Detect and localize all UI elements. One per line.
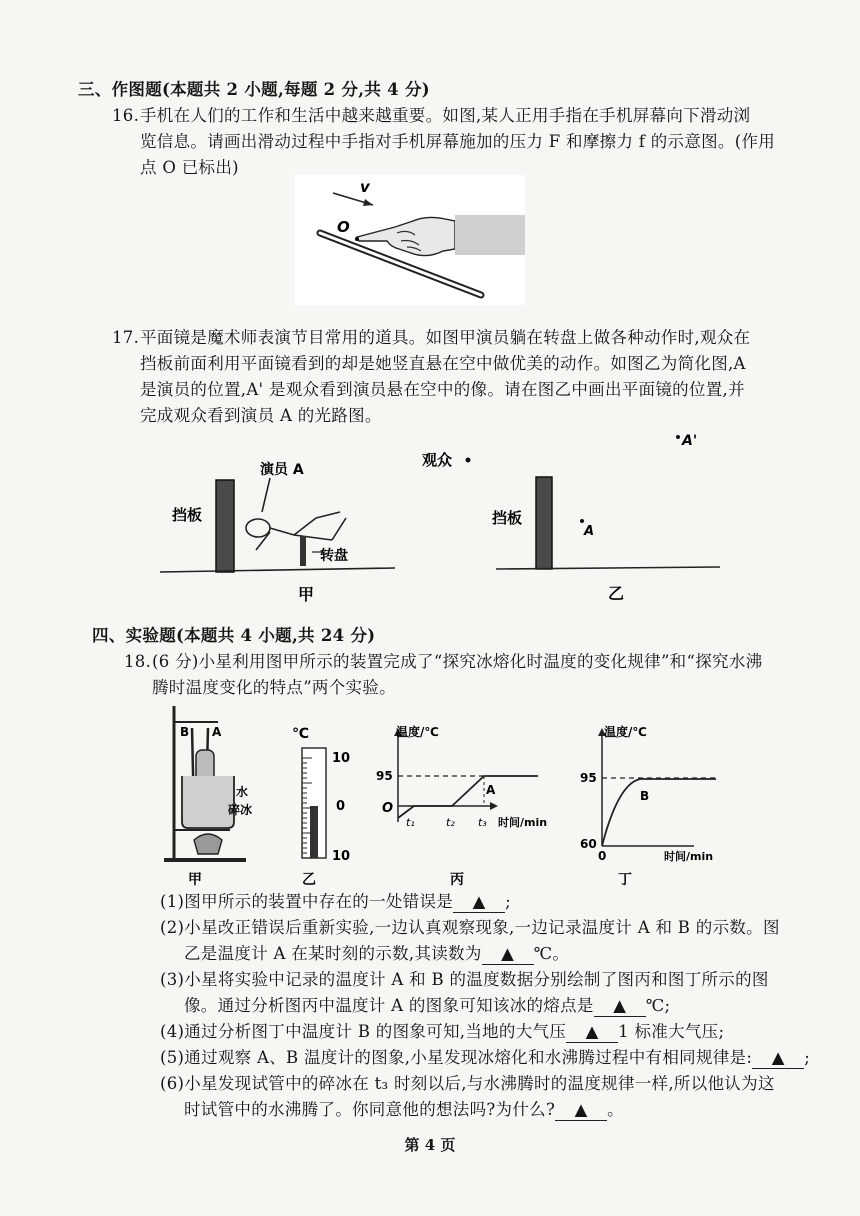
q16-text1: 手机在人们的工作和生活中越来越重要。如图,某人正用手指在手机屏幕向下滑动浏 — [140, 106, 751, 125]
q16-line3: 点 O 已标出) — [140, 158, 239, 177]
t3-label: t₃ — [478, 816, 487, 829]
series-b-label: B — [640, 789, 650, 803]
tick-bottom: 10 — [332, 849, 351, 864]
q18-figure-bing — [376, 722, 556, 890]
t1-label: t₁ — [406, 816, 415, 829]
q17-number: 17. — [112, 328, 140, 347]
q17-line1 — [112, 326, 750, 350]
velocity-label: v — [360, 178, 370, 196]
q17-line2: 挡板前面利用平面镜看到的却是她竖直悬在空中做优美的动作。如图乙为简化图,A — [140, 354, 746, 373]
caption-yi-18: 乙 — [302, 872, 316, 888]
point-a-prime — [676, 435, 680, 439]
caption-ding: 丁 — [618, 872, 632, 888]
origin-bing: O — [382, 801, 394, 816]
xlabel-bing: 时间/min — [498, 816, 548, 829]
board-shape-yi — [536, 477, 552, 569]
y60-ding: 60 — [580, 837, 597, 851]
answer-blank-2[interactable]: ▲ — [482, 944, 534, 965]
thermo-b-label: B — [180, 725, 190, 739]
series-b-line — [602, 779, 716, 846]
sub4-text: (4)通过分析图丁中温度计 B 的图象可知,当地的大气压 — [160, 1022, 567, 1041]
tick-mid: 0 — [336, 799, 346, 814]
audience-label: 观众 — [422, 451, 453, 469]
sub2-line2 — [184, 942, 569, 966]
q17-line3: 是演员的位置,A' 是观众看到演员悬在空中的像。请在图乙中画出平面镜的位置,并 — [140, 380, 745, 399]
celsius-unit: ℃ — [292, 726, 309, 742]
sub5-end: ; — [804, 1048, 811, 1067]
caption-jia: 甲 — [298, 585, 315, 604]
sub6-line2 — [184, 1098, 624, 1122]
answer-blank-5[interactable]: ▲ — [752, 1048, 804, 1069]
thermo-a-label: A — [212, 725, 222, 739]
sub5 — [160, 1046, 810, 1070]
q17-figure-yi — [420, 425, 720, 610]
actor-figure — [246, 478, 346, 550]
y95-bing: 95 — [376, 769, 393, 783]
q16-line2: 览信息。请画出滑动过程中手指对手机屏幕施加的压力 F 和摩擦力 f 的示意图。(作用 — [140, 132, 776, 151]
q16-figure — [295, 175, 525, 305]
actor-label: 演员 A — [260, 462, 304, 478]
mercury-column — [310, 806, 318, 858]
board-label: 挡板 — [172, 506, 203, 524]
turntable-label: 转盘 — [320, 548, 348, 564]
q17-line4: 完成观众看到演员 A 的光路图。 — [140, 406, 382, 425]
caption-yi: 乙 — [608, 584, 625, 603]
beaker-icon — [182, 776, 234, 828]
q17-figure-jia — [160, 440, 400, 610]
sub6-text: 时试管中的水沸腾了。你同意他的想法吗?为什么? — [184, 1100, 556, 1119]
ylabel-ding: 温度/℃ — [604, 725, 647, 739]
sub6-line1: (6)小星发现试管中的碎冰在 t₃ 时刻以后,与水沸腾时的温度规律一样,所以他认为这 — [160, 1074, 775, 1093]
ground-line — [160, 568, 395, 572]
section4-title: 四、实验题(本题共 4 小题,共 24 分) — [92, 626, 376, 645]
ice-label: 碎冰 — [228, 803, 253, 817]
point-o — [355, 237, 359, 241]
sub2-line1: (2)小星改正错误后重新实验,一边认真观察现象,一边记录温度计 A 和 B 的示数。图 — [160, 918, 780, 937]
board-label-yi: 挡板 — [492, 509, 523, 527]
t2-label: t₂ — [446, 816, 455, 829]
answer-blank-3[interactable]: ▲ — [594, 996, 646, 1017]
series-a-label: A — [486, 783, 496, 797]
q18-number: 18. — [124, 652, 152, 671]
section3-title: 三、作图题(本题共 2 小题,每题 2 分,共 4 分) — [78, 80, 430, 99]
sub3-end: ℃; — [645, 996, 671, 1015]
sub6-end: 。 — [607, 1100, 624, 1119]
page-footer: 第 4 页 — [404, 1136, 456, 1154]
sub5-text: (5)通过观察 A、B 温度计的图象,小星发现冰熔化和水沸腾过程中有相同规律是: — [160, 1048, 753, 1067]
origin-ding: 0 — [598, 849, 607, 863]
sub2-end: ℃。 — [533, 944, 570, 963]
answer-blank-6[interactable]: ▲ — [555, 1100, 607, 1121]
answer-blank-4[interactable]: ▲ — [566, 1022, 618, 1043]
sub1-end: ; — [505, 892, 511, 911]
sub4-end: 1 标准大气压; — [618, 1022, 725, 1041]
sub3-line1: (3)小星将实验中记录的温度计 A 和 B 的温度数据分别绘制了图丙和图丁所示的图 — [160, 970, 769, 989]
answer-blank-1[interactable]: ▲ — [453, 892, 505, 913]
tick-top: 10 — [332, 751, 351, 766]
q17-text1: 平面镜是魔术师表演节目常用的道具。如图甲演员躺在转盘上做各种动作时,观众在 — [140, 328, 751, 347]
q18-figure-yi — [290, 722, 360, 890]
q18-figure-jia — [158, 700, 258, 890]
xlabel-ding: 时间/min — [664, 850, 714, 863]
sub1-text: (1)图甲所示的装置中存在的一处错误是 — [160, 892, 454, 911]
q16-number: 16. — [112, 106, 140, 125]
q18-figure-ding — [578, 722, 758, 890]
sub4 — [160, 1020, 724, 1044]
q18-line2: 腾时温度变化的特点”两个实验。 — [152, 678, 396, 697]
ground-line-yi — [496, 567, 720, 569]
water-label: 水 — [236, 785, 249, 799]
sub1 — [160, 890, 511, 914]
point-o-label: O — [337, 218, 350, 236]
caption-bing: 丙 — [450, 872, 464, 888]
sub2-text: 乙是温度计 A 在某时刻的示数,其读数为 — [184, 944, 482, 963]
audience-point — [466, 458, 471, 463]
caption-jia-18: 甲 — [188, 872, 202, 888]
burner-icon — [194, 834, 222, 854]
q16-line1 — [112, 104, 750, 128]
ylabel-bing: 温度/℃ — [396, 725, 439, 739]
board-shape — [216, 480, 234, 572]
point-a-prime-label: A' — [682, 433, 698, 449]
sub3-line2 — [184, 994, 670, 1018]
y95-ding: 95 — [580, 771, 597, 785]
q18-line1 — [124, 650, 762, 674]
point-a — [580, 519, 584, 523]
q18-text1: (6 分)小星利用图甲所示的装置完成了“探究冰熔化时温度的变化规律”和“探究水沸 — [152, 652, 763, 671]
series-a-line — [398, 776, 538, 818]
sub3-text: 像。通过分析图丙中温度计 A 的图象可知该冰的熔点是 — [184, 996, 594, 1015]
turntable-post — [300, 536, 306, 566]
point-a-label: A — [584, 524, 595, 539]
